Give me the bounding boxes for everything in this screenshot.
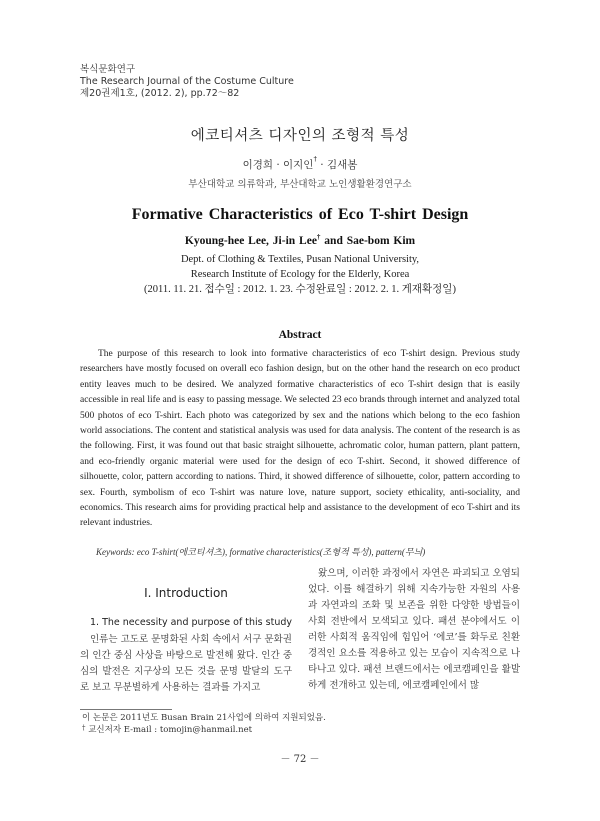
journal-name-ko: 복식문화연구 [80, 64, 136, 75]
abstract-heading: Abstract [278, 329, 322, 341]
english-title: Formative Characteristics of Eco T-shirt Design [131, 206, 469, 223]
body-paragraph-left: 인류는 고도로 문명화된 사회 속에서 서구 문화권의 인간 중심 사상을 바탕으로 발전해 왔다. 인간 중심의 발전은 지구상의 모든 것을 문명 발달의 도구로 보고 무분별하게 사용하는 결과를 가지고 [80, 634, 292, 693]
corresponding-dagger: † [313, 155, 317, 163]
corresponding-dagger-en: † [316, 233, 321, 241]
footnote-funding: 이 논문은 2011년도 Busan Brain 21사업에 의하여 지원되었음. [82, 713, 326, 723]
english-authors-first: Kyoung-hee Lee, Ji-in Lee [184, 235, 317, 247]
korean-authors-last: · 김새봄 [316, 159, 358, 171]
page-number: － 72 － [280, 754, 320, 765]
korean-title: 에코티셔츠 디자인의 조형적 특성 [190, 128, 410, 144]
journal-header [80, 64, 294, 100]
footnote-corresponding [82, 724, 326, 736]
body-left-column [80, 566, 292, 696]
section-heading: Ⅰ. Introduction [144, 586, 228, 600]
footnote-dagger: † [82, 724, 86, 732]
keywords: Keywords: eco T-shirt(에코티셔츠), formative characteristics(조형적 특성), pattern(무늬) [96, 547, 426, 557]
korean-affiliation: 부산대학교 의류학과, 부산대학교 노인생활환경연구소 [188, 179, 412, 190]
journal-issue: 제20권제1호, (2012. 2), pp.72～82 [80, 88, 240, 99]
abstract-text: The purpose of this research to look into formative characteristics of eco T-shirt design. Previous study researchers have mostly focused on overall eco fashion design, but on the other hand the research on eco product entity leaves much to be desired. We analyzed formative characteristics of eco T-shirt design that is easily accessible in real life and is easy to passing message. We selected 23 eco brands through internet and analyzed total 500 photos of eco T-shirt. Each photo was categorized by sex and the nations which belong to the eco fashion world associations. The content and statistical analysis was used for data analysis. The content of the research is as the following. First, it was found out that basic straight silhouette, achromatic color, human pattern, plant pattern, and eco-friendly organic material were used for the design of eco T-shirt. Second, it showed difference of silhouette, color, pattern according to nations. Third, it showed difference of silhouette, color, pattern according to sex. Fourth, symbolism of eco T-shirt was nature love, nature support, society ethicality, anti-sociality, and economics. This research aims for providing practical help and assistance to the development of eco T-shirt and its relevant industries. [80, 349, 520, 529]
body-right-column [308, 566, 520, 694]
english-authors [0, 235, 600, 247]
footnote-email: 교신저자 E-mail : tomojin@hanmail.net [88, 725, 253, 735]
english-affiliation-line-2: Research Institute of Ecology for the Elderly, Korea [190, 269, 410, 280]
korean-authors [0, 157, 600, 172]
submission-dates: (2011. 11. 21. 접수일 : 2012. 1. 23. 수정완료일 : 2012. 2. 1. 게재확정일) [144, 284, 456, 295]
subsection-heading: 1. The necessity and purpose of this study [90, 617, 292, 628]
english-affiliation [0, 252, 600, 282]
english-authors-last: and Sae-bom Kim [320, 235, 416, 247]
body-paragraph-right: 왔으며, 이러한 과정에서 자연은 파괴되고 오염되었다. 이를 해결하기 위해 지속가능한 자원의 사용과 자연과의 조화 및 보존을 위한 다양한 방법들이 사회 전반에서 모색되고 있다. 패션 분야에서도 이러한 사회적 움직임에 힘입어 ‘에코’를 화두로 친환경적인 요소를 적용하고 있는 모습이 지속적으로 나타나고 있다. 패션 브랜드에서는 에코캠페인을 활발하게 전개하고 있는데, 에코캠페인에서 많 [308, 568, 520, 691]
english-affiliation-line-1: Dept. of Clothing & Textiles, Pusan National University, [180, 254, 420, 265]
korean-authors-first: 이경희 · 이지인 [242, 159, 314, 171]
journal-name-en: The Research Journal of the Costume Culture [80, 76, 294, 87]
footnote-divider [80, 709, 172, 710]
footnotes [82, 712, 326, 736]
